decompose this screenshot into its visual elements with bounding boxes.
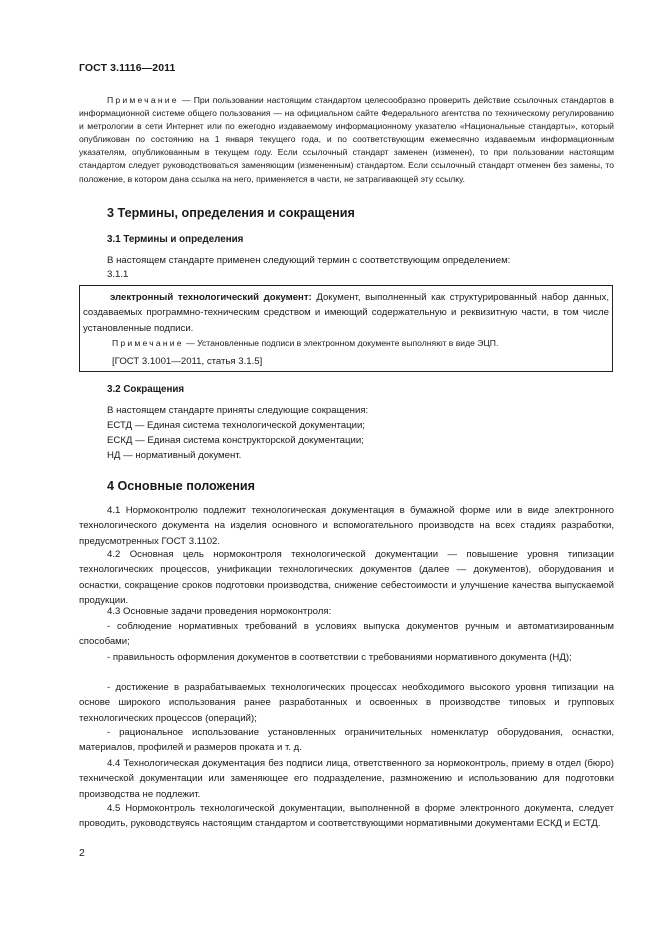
task-item: - достижение в разрабатываемых технологических процессах необходимого высокого уровня типизации на основе широкого использования ранее разработанных и освоенных в производстве типовых и групповых технологических процессов (операций); xyxy=(79,682,614,724)
paragraph-4-1: 4.1 Нормоконтролю подлежит технологическая документация в бумажной форме или в виде электронного технологического документа на изделия основного и вспомогательного производств на всех стадиях разработки, предусмотренных ГОСТ 3.1102. xyxy=(79,505,614,547)
task-item: - рациональное использование установленных ограничительных номенклатур оборудования, оснастки, материалов, профилей и размеров проката и т. д. xyxy=(79,727,614,754)
subsection-3-2-title: 3.2 Сокращения xyxy=(107,384,185,395)
term-note-text: — Установленные подписи в электронном документе выполняют в виде ЭЦП. xyxy=(183,338,499,348)
term-name: электронный технологический документ: xyxy=(110,292,312,303)
document-header: ГОСТ 3.1116—2011 xyxy=(79,62,176,74)
abbreviation-item: ЕСТД — Единая система технологической документации; xyxy=(107,420,365,431)
page-number: 2 xyxy=(79,847,85,859)
section-3-title: 3 Термины, определения и сокращения xyxy=(107,206,355,220)
abbreviation-item: ЕСКД — Единая система конструкторской документации; xyxy=(107,435,364,446)
subsection-3-1-title: 3.1 Термины и определения xyxy=(107,234,244,245)
term-definition xyxy=(80,290,612,336)
term-definition-box xyxy=(79,285,613,372)
top-note-label: Примечание xyxy=(107,95,179,105)
term-note-label: Примечание xyxy=(112,338,184,348)
paragraph-4-4: 4.4 Технологическая документация без подписи лица, ответственного за нормоконтроль, приему в отдел (бюро) технической документации или заменяющее его подразделение, размножению и использованию для подготовки производства не подлежит. xyxy=(79,758,614,800)
abbreviation-item: НД — нормативный документ. xyxy=(107,450,242,461)
term-note xyxy=(112,338,498,348)
subsection-3-2-intro: В настоящем стандарте приняты следующие сокращения: xyxy=(107,405,369,416)
term-source: [ГОСТ 3.1001—2011, статья 3.1.5] xyxy=(112,356,263,367)
top-note-text: — При пользовании настоящим стандартом целесообразно проверить действие ссылочных стандартов в информационной системе общего пользования — на официальном сайте Федерального агентства по техническому регулированию и метрологии в сети Интернет или по ежегодно издаваемому информационному указателю «Национальные стандарты», который опубликован по состоянию на 1 января текущего года, и по соответствующим ежемесячно издаваемым информационным указателям, опубликованным в текущем году. Если ссылочный стандарт заменен (изменен), то при пользовании настоящим стандартом следует руководствоваться заменяющим (измененным) стандартом. Если ссылочный стандарт отменен без замены, то положение, в котором дана ссылка на него, применяется в части, не затрагивающей эту ссылку. xyxy=(79,95,614,184)
paragraph-4-5: 4.5 Нормоконтроль технологической документации, выполненной в форме электронного документа, следует проводить, руководствуясь настоящим стандартом и соответствующими нормативными документами ЕСКД и ЕСТД. xyxy=(79,803,614,830)
top-note xyxy=(79,94,614,186)
task-item: - соблюдение нормативных требований в условиях выпуска документов ручным и автоматизированным способами; xyxy=(79,621,614,648)
term-definition-text: Документ, выполненный как структурированный набор данных, создаваемых программно-техническим средством и имеющий содержательную и реквизитную части, в том числе установленные подписи. xyxy=(83,292,609,334)
section-4-title: 4 Основные положения xyxy=(107,479,256,493)
term-number: 3.1.1 xyxy=(107,269,129,280)
task-item: - правильность оформления документов в соответствии с требованиями нормативного документа (НД); xyxy=(107,652,572,663)
subsection-3-1-intro: В настоящем стандарте применен следующий термин с соответствующим определением: xyxy=(107,255,511,266)
paragraph-4-3: 4.3 Основные задачи проведения нормоконтроля: xyxy=(107,606,332,617)
paragraph-4-2: 4.2 Основная цель нормоконтроля технологической документации — повышение уровня типизации технологических процессов, унификации технологических документов (далее — документов), оборудования и оснастки, сокращение сроков подготовки производства, снижение себестоимости и улучшение качества выпускаемой продукции. xyxy=(79,549,614,607)
